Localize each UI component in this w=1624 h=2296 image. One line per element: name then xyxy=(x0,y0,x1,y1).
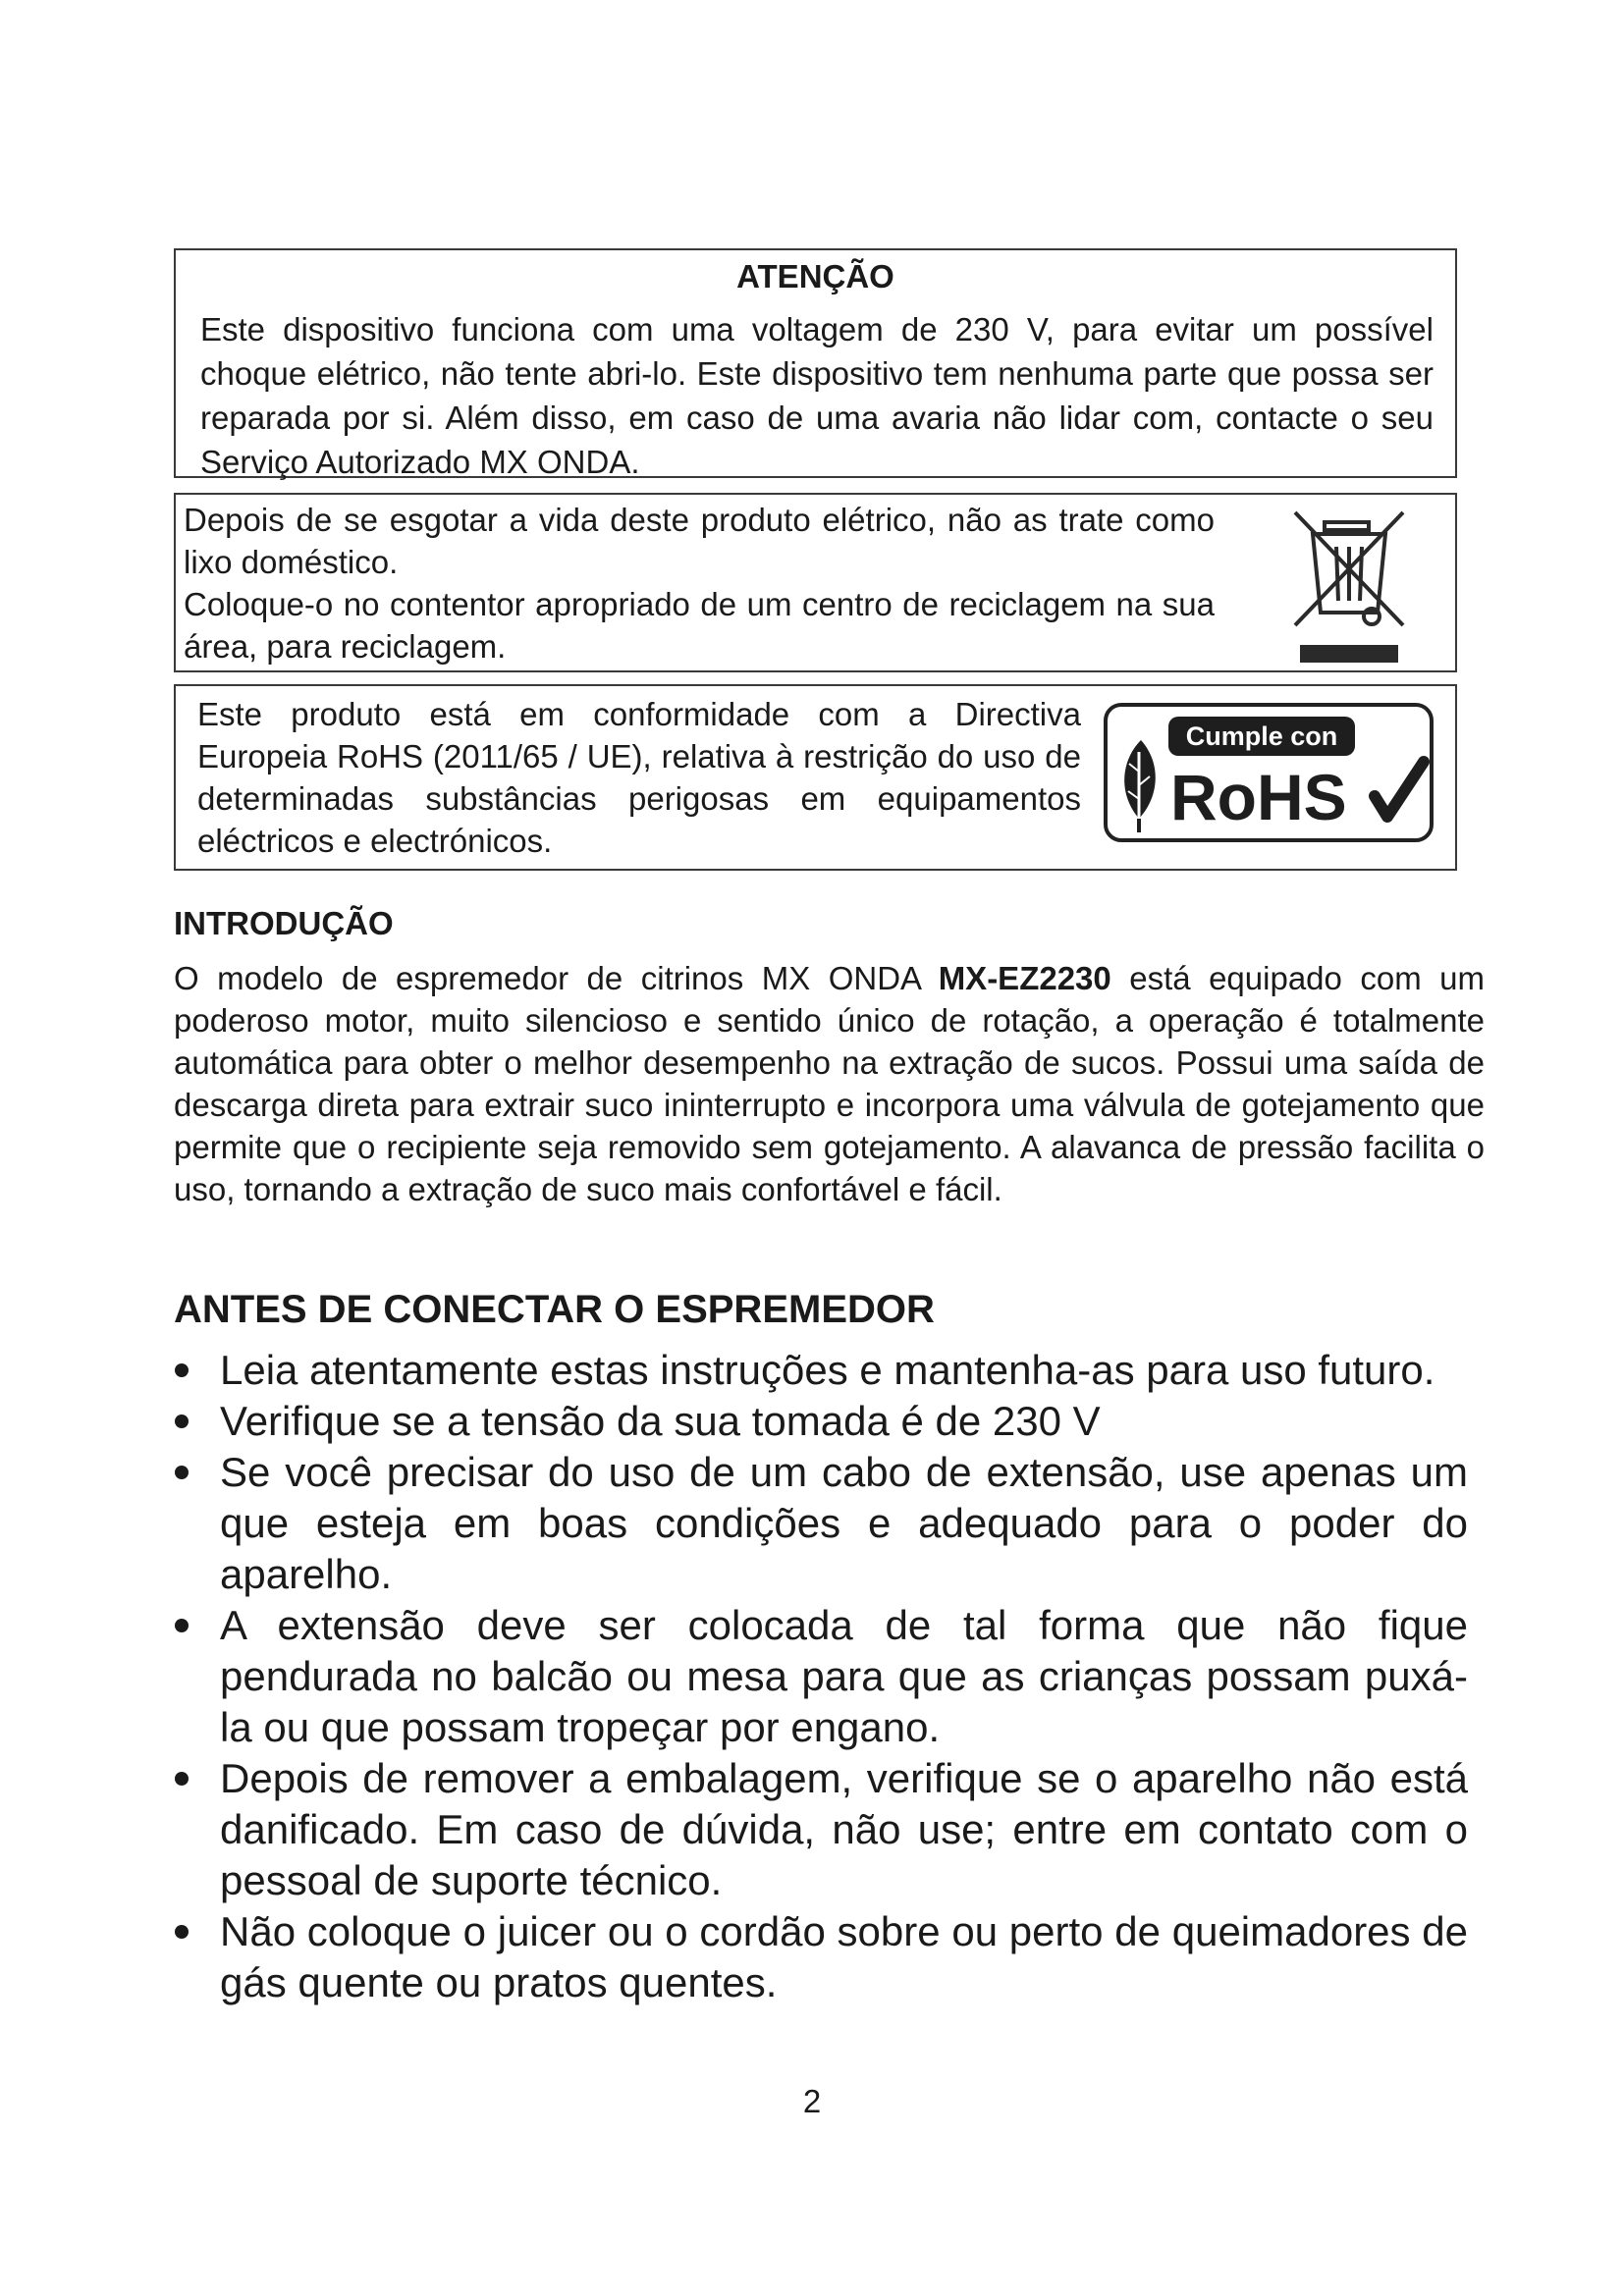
attention-text: Este dispositivo funciona com uma voltagem de 230 V, para evitar um possível choque elétrico, não tente abri-lo. Este dispositivo tem nenhuma parte que possa ser reparada por si. Além disso, em caso de uma avaria não lidar com, contacte o seu Serviço Autorizado MX ONDA. xyxy=(200,311,1434,480)
list-item-text: A extensão deve ser colocada de tal forma que não fique pendurada no balcão ou mesa para que as crianças possam puxá-la ou que possam tropeçar por engano. xyxy=(220,1602,1468,1750)
list-item xyxy=(167,1447,1468,1600)
attention-box xyxy=(174,248,1457,478)
before-connecting-heading: ANTES DE CONECTAR O ESPREMEDOR xyxy=(174,1288,935,1331)
list-item xyxy=(167,1396,1468,1447)
weee-disposal-box xyxy=(174,493,1457,672)
list-item xyxy=(167,1600,1468,1753)
bullet-icon xyxy=(175,1772,189,1786)
intro-text-before: O modelo de espremedor de citrinos MX ONDA xyxy=(174,960,939,996)
page-number: 2 xyxy=(802,2083,822,2119)
rohs-compliance-box xyxy=(174,684,1457,871)
list-item-text: Verifique se a tensão da sua tomada é de 230 V xyxy=(220,1398,1101,1444)
list-item xyxy=(167,1906,1468,2008)
bullet-icon xyxy=(175,1363,189,1377)
list-item-text: Não coloque o juicer ou o cordão sobre ou perto de queimadores de gás quente ou pratos quentes. xyxy=(220,1908,1468,2005)
intro-heading: INTRODUÇÃO xyxy=(174,905,394,941)
list-item-text: Depois de remover a embalagem, verifique se o aparelho não está danificado. Em caso de dúvida, não use; entre em contato com o pessoal de suporte técnico. xyxy=(220,1755,1468,1903)
bullet-icon xyxy=(175,1619,189,1632)
rohs-logo-main-text: RoHS xyxy=(1170,761,1347,833)
bullet-icon xyxy=(175,1415,189,1428)
intro-paragraph xyxy=(174,957,1485,1210)
weee-text-paragraph-2: Coloque-o no contentor apropriado de um centro de reciclagem na sua área, para reciclagem. xyxy=(184,586,1215,665)
weee-text-paragraph-1: Depois de se esgotar a vida deste produto elétrico, não as trate como lixo doméstico. xyxy=(184,502,1215,580)
attention-title: ATENÇÃO xyxy=(736,258,894,294)
list-item-text: Leia atentamente estas instruções e mantenha-as para uso futuro. xyxy=(220,1347,1435,1393)
rohs-logo-top-text: Cumple con xyxy=(1185,721,1338,751)
bullet-icon xyxy=(175,1925,189,1939)
intro-model-number: MX-EZ2230 xyxy=(938,960,1111,996)
rohs-compliance-logo xyxy=(1104,703,1434,842)
before-connecting-list xyxy=(167,1345,1468,2008)
crossed-out-wheelie-bin-icon xyxy=(1285,503,1413,665)
intro-text-after: está equipado com um poderoso motor, muito silencioso e sentido único de rotação, a operação é totalmente automática para obter o melhor desempenho na extração de sucos. Possui uma saída de descarga direta para extrair suco ininterrupto e incorpora uma válvula de gotejamento que permite que o recipiente seja removido sem gotejamento. A alavanca de pressão facilita o uso, tornando a extração de suco mais confortável e fácil. xyxy=(174,960,1485,1207)
weee-text xyxy=(184,499,1215,667)
list-item-text: Se você precisar do uso de um cabo de extensão, use apenas um que esteja em boas condições e adequado para o poder do aparelho. xyxy=(220,1449,1468,1597)
rohs-text: Este produto está em conformidade com a Directiva Europeia RoHS (2011/65 / UE), relativa à restrição do uso de determinadas substâncias perigosas em equipamentos eléctricos e electrónicos. xyxy=(197,696,1081,859)
list-item xyxy=(167,1753,1468,1906)
list-item xyxy=(167,1345,1468,1396)
bullet-icon xyxy=(175,1466,189,1479)
